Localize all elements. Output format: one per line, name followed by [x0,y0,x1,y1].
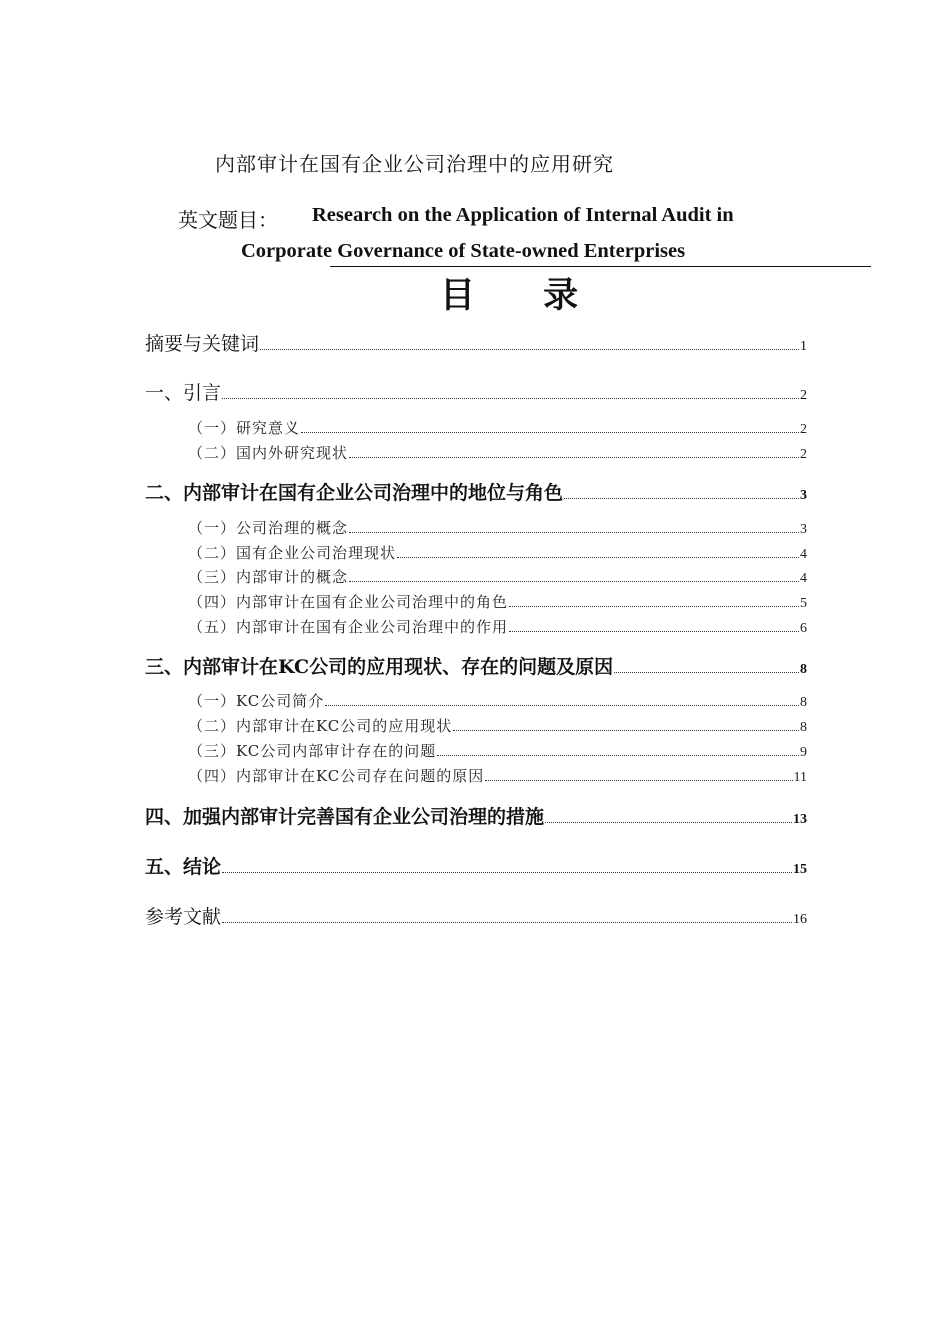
toc-page-number: 16 [793,912,807,927]
dot-leader [509,631,799,632]
toc-entry-research-significance[interactable] [188,417,807,438]
toc-entry-kc-status[interactable] [188,715,807,736]
toc-entry-label: 五、结论 [145,856,222,878]
toc-entry-label: （三）内部审计的概念 [188,568,349,586]
toc-entry-governance-status[interactable] [188,542,807,563]
toc-page-number: 3 [800,522,807,537]
toc-page-number: 1 [800,339,807,354]
toc-page-number: 13 [793,812,807,827]
toc-page-number: 2 [800,388,807,403]
toc-entry-references[interactable] [145,902,807,929]
toc-entry-conclusion[interactable] [145,852,807,879]
toc-entry-label: （一）研究意义 [188,419,301,437]
toc-entry-label: （五）内部审计在国有企业公司治理中的作用 [188,618,509,636]
toc-entry-section-4[interactable] [145,802,807,829]
toc-entry-audit-function[interactable] [188,616,807,637]
dot-leader [349,581,799,582]
toc-entry-kc-profile[interactable] [188,690,807,711]
dot-leader [222,872,792,873]
dot-leader [349,457,799,458]
title-underline [330,266,871,267]
toc-entry-label: （二）国内外研究现状 [188,444,349,462]
dot-leader [325,705,799,706]
dot-leader [485,780,792,781]
toc-entry-abstract[interactable] [145,329,807,356]
toc-entry-research-status[interactable] [188,442,807,463]
toc-entry-section-3[interactable] [145,652,807,679]
toc-page-number: 2 [800,422,807,437]
toc-entry-label: （一）KC公司简介 [188,692,325,710]
toc-heading: 目 录 [440,276,607,316]
dot-leader [222,922,792,923]
toc-entry-label: （四）内部审计在国有企业公司治理中的角色 [188,593,509,611]
dot-leader [349,532,799,533]
english-title-line-2: Corporate Governance of State-owned Enterprises [241,240,686,262]
toc-entry-label: 三、内部审计在KC公司的应用现状、存在的问题及原因 [145,656,614,678]
toc-entry-label: （四）内部审计在KC公司存在问题的原因 [188,767,485,785]
dot-leader [545,822,792,823]
toc-entry-kc-causes[interactable] [188,765,807,786]
toc-entry-section-2[interactable] [145,478,807,505]
toc-entry-label: （二）国有企业公司治理现状 [188,544,397,562]
toc-entry-audit-role[interactable] [188,591,807,612]
dot-leader [564,498,799,499]
toc-entry-audit-concept[interactable] [188,566,807,587]
toc-page-number: 15 [793,862,807,877]
english-title-line-1: Research on the Application of Internal Audit in [312,204,734,226]
toc-entry-label: 二、内部审计在国有企业公司治理中的地位与角色 [145,482,564,504]
toc-page-number: 6 [800,621,807,636]
toc-entry-label: （二）内部审计在KC公司的应用现状 [188,717,453,735]
toc-page-number: 8 [800,662,807,677]
english-title-label: 英文题目： [178,208,278,232]
toc-page-number: 4 [800,571,807,586]
dot-leader [397,557,799,558]
dot-leader [260,349,799,350]
toc-entry-label: （三）KC公司内部审计存在的问题 [188,742,437,760]
chinese-title: 内部审计在国有企业公司治理中的应用研究 [215,152,614,176]
toc-page-number: 5 [800,596,807,611]
dot-leader [509,606,799,607]
dot-leader [437,755,799,756]
toc-page-number: 3 [800,488,807,503]
toc-entry-kc-problems[interactable] [188,740,807,761]
toc-page-number: 2 [800,447,807,462]
toc-page-number: 4 [800,547,807,562]
dot-leader [453,730,799,731]
toc-entry-label: （一）公司治理的概念 [188,519,349,537]
toc-page-number: 11 [793,770,807,785]
toc-entry-governance-concept[interactable] [188,517,807,538]
toc-page-number: 8 [800,695,807,710]
dot-leader [222,398,799,399]
toc-entry-label: 摘要与关键词 [145,333,260,355]
toc-entry-label: 参考文献 [145,906,222,928]
dot-leader [614,672,799,673]
dot-leader [301,432,799,433]
toc-entry-label: 一、引言 [145,382,222,404]
toc-page-number: 9 [800,745,807,760]
toc-entry-label: 四、加强内部审计完善国有企业公司治理的措施 [145,806,545,828]
toc-page-number: 8 [800,720,807,735]
toc-entry-introduction[interactable] [145,378,807,405]
